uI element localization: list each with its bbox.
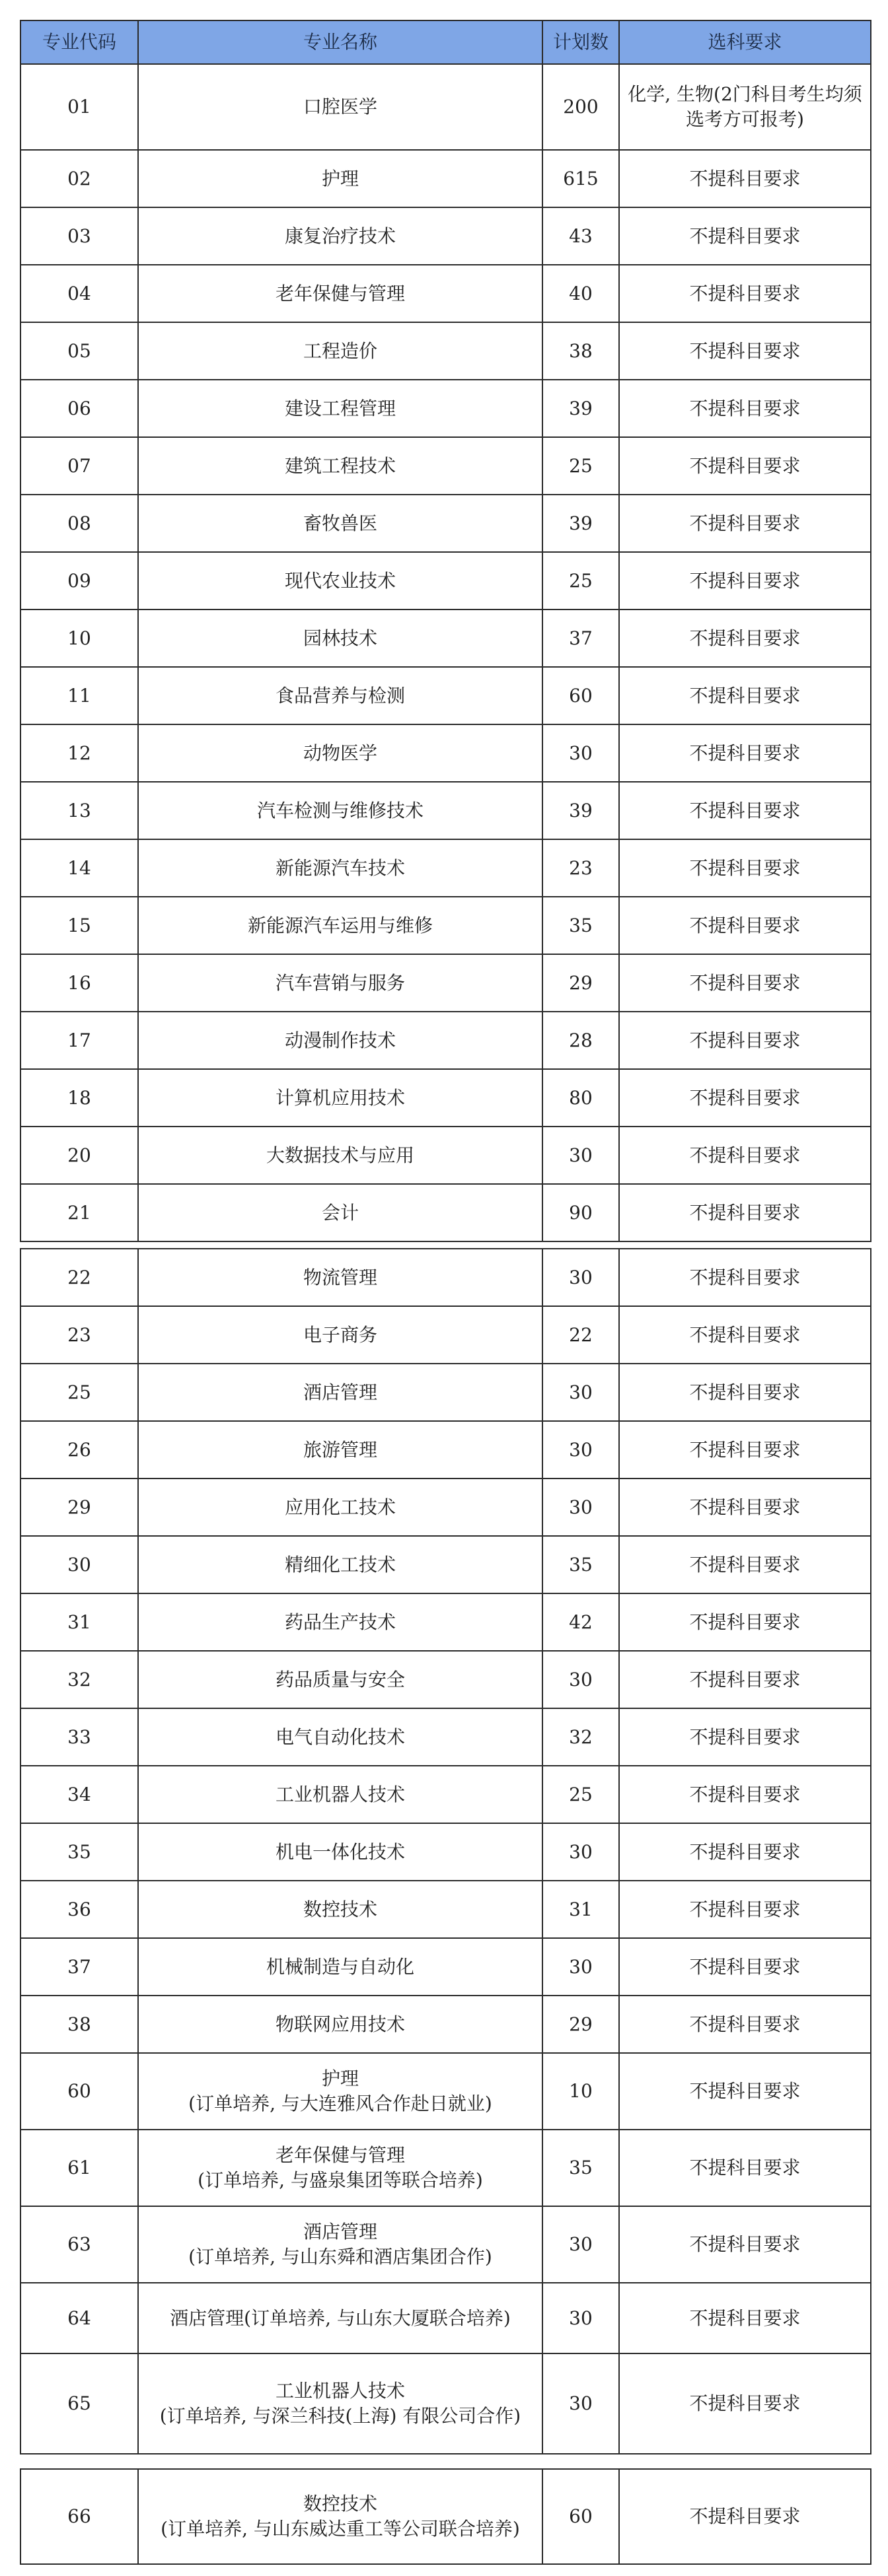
subject-requirement: 不提科目要求 — [619, 150, 871, 207]
major-code: 31 — [20, 1593, 138, 1651]
table-row — [20, 1708, 871, 1766]
table-row — [20, 1127, 871, 1184]
subject-requirement: 不提科目要求 — [619, 897, 871, 954]
subject-requirement: 不提科目要求 — [619, 380, 871, 437]
major-code: 18 — [20, 1069, 138, 1127]
plan-count: 35 — [542, 2130, 619, 2206]
major-name: 畜牧兽医 — [138, 495, 542, 552]
plan-count: 80 — [542, 1069, 619, 1127]
admission-table — [20, 1248, 871, 2454]
plan-count: 31 — [542, 1881, 619, 1938]
plan-count: 30 — [542, 1651, 619, 1708]
table-row — [20, 724, 871, 782]
plan-count: 30 — [542, 1938, 619, 1996]
subject-requirement: 不提科目要求 — [619, 322, 871, 380]
major-code: 32 — [20, 1651, 138, 1708]
major-name: 工业机器人技术 — [138, 1766, 542, 1823]
major-name: 食品营养与检测 — [138, 667, 542, 724]
major-name: 建设工程管理 — [138, 380, 542, 437]
major-name: 建筑工程技术 — [138, 437, 542, 495]
table-row — [20, 782, 871, 839]
plan-count: 39 — [542, 380, 619, 437]
subject-requirement: 不提科目要求 — [619, 1364, 871, 1421]
table-row — [20, 1938, 871, 1996]
table-row — [20, 150, 871, 207]
major-name: 口腔医学 — [138, 64, 542, 150]
major-name: 计算机应用技术 — [138, 1069, 542, 1127]
subject-requirement: 不提科目要求 — [619, 2353, 871, 2454]
plan-count: 200 — [542, 64, 619, 150]
subject-requirement: 不提科目要求 — [619, 2206, 871, 2283]
major-code: 38 — [20, 1996, 138, 2053]
major-code: 23 — [20, 1306, 138, 1364]
major-code: 29 — [20, 1479, 138, 1536]
subject-requirement: 不提科目要求 — [619, 1069, 871, 1127]
plan-count: 37 — [542, 609, 619, 667]
table-row — [20, 2283, 871, 2353]
plan-count: 30 — [542, 2206, 619, 2283]
subject-requirement: 不提科目要求 — [619, 495, 871, 552]
header-requirement: 选科要求 — [619, 20, 871, 64]
major-code: 20 — [20, 1127, 138, 1184]
plan-count: 29 — [542, 954, 619, 1012]
major-name: 酒店管理(订单培养, 与山东大厦联合培养) — [138, 2283, 542, 2353]
table-row — [20, 495, 871, 552]
plan-count: 25 — [542, 1766, 619, 1823]
major-code: 03 — [20, 207, 138, 265]
table-row — [20, 954, 871, 1012]
plan-count: 38 — [542, 322, 619, 380]
plan-count: 30 — [542, 1249, 619, 1306]
major-code: 17 — [20, 1012, 138, 1069]
table-header-row — [20, 20, 871, 64]
header-plan: 计划数 — [542, 20, 619, 64]
major-name: 动物医学 — [138, 724, 542, 782]
major-name: 物联网应用技术 — [138, 1996, 542, 2053]
plan-count: 22 — [542, 1306, 619, 1364]
major-code: 30 — [20, 1536, 138, 1593]
admission-table — [20, 2468, 871, 2565]
plan-count: 25 — [542, 552, 619, 609]
subject-requirement: 不提科目要求 — [619, 1479, 871, 1536]
major-code: 07 — [20, 437, 138, 495]
major-name: 应用化工技术 — [138, 1479, 542, 1536]
plan-count: 42 — [542, 1593, 619, 1651]
major-code: 63 — [20, 2206, 138, 2283]
major-name: 汽车检测与维修技术 — [138, 782, 542, 839]
subject-requirement: 不提科目要求 — [619, 1249, 871, 1306]
major-name: 老年保健与管理 (订单培养, 与盛泉集团等联合培养) — [138, 2130, 542, 2206]
major-code: 05 — [20, 322, 138, 380]
table-row — [20, 1364, 871, 1421]
major-name: 现代农业技术 — [138, 552, 542, 609]
table-row — [20, 1249, 871, 1306]
major-code: 12 — [20, 724, 138, 782]
subject-requirement: 不提科目要求 — [619, 2469, 871, 2564]
major-name: 老年保健与管理 — [138, 265, 542, 322]
major-name: 数控技术 (订单培养, 与山东威达重工等公司联合培养) — [138, 2469, 542, 2564]
major-name: 酒店管理 (订单培养, 与山东舜和酒店集团合作) — [138, 2206, 542, 2283]
major-code: 64 — [20, 2283, 138, 2353]
plan-count: 35 — [542, 897, 619, 954]
major-code: 66 — [20, 2469, 138, 2564]
table-row — [20, 1536, 871, 1593]
subject-requirement: 不提科目要求 — [619, 782, 871, 839]
subject-requirement: 不提科目要求 — [619, 1996, 871, 2053]
major-name: 电子商务 — [138, 1306, 542, 1364]
plan-count: 29 — [542, 1996, 619, 2053]
subject-requirement: 不提科目要求 — [619, 1651, 871, 1708]
major-name: 酒店管理 — [138, 1364, 542, 1421]
major-name: 新能源汽车技术 — [138, 839, 542, 897]
subject-requirement: 不提科目要求 — [619, 1306, 871, 1364]
table-row — [20, 2469, 871, 2564]
admission-table-section-2 — [20, 1248, 870, 2454]
table-row — [20, 1421, 871, 1479]
subject-requirement: 不提科目要求 — [619, 2130, 871, 2206]
plan-count: 615 — [542, 150, 619, 207]
major-name: 工程造价 — [138, 322, 542, 380]
plan-count: 30 — [542, 724, 619, 782]
plan-count: 30 — [542, 1823, 619, 1881]
major-code: 14 — [20, 839, 138, 897]
major-code: 35 — [20, 1823, 138, 1881]
major-name: 会计 — [138, 1184, 542, 1241]
major-code: 65 — [20, 2353, 138, 2454]
table-row — [20, 265, 871, 322]
subject-requirement: 不提科目要求 — [619, 954, 871, 1012]
plan-count: 39 — [542, 782, 619, 839]
major-code: 04 — [20, 265, 138, 322]
table-row — [20, 1012, 871, 1069]
major-code: 11 — [20, 667, 138, 724]
table-row — [20, 609, 871, 667]
subject-requirement: 不提科目要求 — [619, 437, 871, 495]
table-row — [20, 2053, 871, 2130]
plan-count: 30 — [542, 1479, 619, 1536]
plan-count: 30 — [542, 1127, 619, 1184]
table-row — [20, 1593, 871, 1651]
major-name: 药品质量与安全 — [138, 1651, 542, 1708]
subject-requirement: 不提科目要求 — [619, 2053, 871, 2130]
table-row — [20, 1651, 871, 1708]
plan-count: 43 — [542, 207, 619, 265]
plan-count: 40 — [542, 265, 619, 322]
plan-count: 30 — [542, 2283, 619, 2353]
table-row — [20, 1069, 871, 1127]
major-name: 园林技术 — [138, 609, 542, 667]
subject-requirement: 不提科目要求 — [619, 1127, 871, 1184]
table-row — [20, 2130, 871, 2206]
table-row — [20, 207, 871, 265]
table-row — [20, 552, 871, 609]
header-name: 专业名称 — [138, 20, 542, 64]
major-code: 15 — [20, 897, 138, 954]
major-name: 机电一体化技术 — [138, 1823, 542, 1881]
major-code: 34 — [20, 1766, 138, 1823]
admission-table-section-1 — [20, 20, 870, 1242]
major-code: 16 — [20, 954, 138, 1012]
major-code: 21 — [20, 1184, 138, 1241]
major-code: 25 — [20, 1364, 138, 1421]
table-row — [20, 839, 871, 897]
table-row — [20, 322, 871, 380]
table-row — [20, 1479, 871, 1536]
major-name: 护理 (订单培养, 与大连雅风合作赴日就业) — [138, 2053, 542, 2130]
major-code: 10 — [20, 609, 138, 667]
subject-requirement: 不提科目要求 — [619, 207, 871, 265]
table-row — [20, 1184, 871, 1241]
major-name: 大数据技术与应用 — [138, 1127, 542, 1184]
major-code: 60 — [20, 2053, 138, 2130]
major-name: 汽车营销与服务 — [138, 954, 542, 1012]
major-name: 精细化工技术 — [138, 1536, 542, 1593]
major-name: 数控技术 — [138, 1881, 542, 1938]
subject-requirement: 不提科目要求 — [619, 1708, 871, 1766]
major-name: 新能源汽车运用与维修 — [138, 897, 542, 954]
major-code: 33 — [20, 1708, 138, 1766]
table-row — [20, 1823, 871, 1881]
major-code: 26 — [20, 1421, 138, 1479]
table-row — [20, 667, 871, 724]
subject-requirement: 不提科目要求 — [619, 1012, 871, 1069]
table-row — [20, 64, 871, 150]
major-name: 电气自动化技术 — [138, 1708, 542, 1766]
subject-requirement: 不提科目要求 — [619, 1881, 871, 1938]
subject-requirement: 不提科目要求 — [619, 609, 871, 667]
subject-requirement: 不提科目要求 — [619, 1184, 871, 1241]
major-name: 机械制造与自动化 — [138, 1938, 542, 1996]
subject-requirement: 不提科目要求 — [619, 724, 871, 782]
major-name: 护理 — [138, 150, 542, 207]
table-row — [20, 1881, 871, 1938]
plan-count: 90 — [542, 1184, 619, 1241]
plan-count: 60 — [542, 2469, 619, 2564]
header-code: 专业代码 — [20, 20, 138, 64]
plan-count: 60 — [542, 667, 619, 724]
subject-requirement: 不提科目要求 — [619, 839, 871, 897]
major-code: 13 — [20, 782, 138, 839]
subject-requirement: 不提科目要求 — [619, 1593, 871, 1651]
plan-count: 23 — [542, 839, 619, 897]
major-code: 61 — [20, 2130, 138, 2206]
plan-count: 32 — [542, 1708, 619, 1766]
subject-requirement: 不提科目要求 — [619, 667, 871, 724]
admission-table — [20, 20, 871, 1242]
major-code: 08 — [20, 495, 138, 552]
plan-count: 25 — [542, 437, 619, 495]
plan-count: 28 — [542, 1012, 619, 1069]
plan-count: 10 — [542, 2053, 619, 2130]
table-row — [20, 1766, 871, 1823]
major-name: 工业机器人技术 (订单培养, 与深兰科技(上海) 有限公司合作) — [138, 2353, 542, 2454]
major-code: 36 — [20, 1881, 138, 1938]
subject-requirement: 不提科目要求 — [619, 1938, 871, 1996]
major-name: 康复治疗技术 — [138, 207, 542, 265]
admission-table-section-3 — [20, 2468, 870, 2565]
subject-requirement: 不提科目要求 — [619, 1766, 871, 1823]
plan-count: 30 — [542, 1421, 619, 1479]
major-code: 09 — [20, 552, 138, 609]
subject-requirement: 化学, 生物(2门科目考生均须选考方可报考) — [619, 64, 871, 150]
major-code: 37 — [20, 1938, 138, 1996]
table-row — [20, 2353, 871, 2454]
major-name: 药品生产技术 — [138, 1593, 542, 1651]
table-row — [20, 1996, 871, 2053]
table-row — [20, 1306, 871, 1364]
table-row — [20, 380, 871, 437]
table-row — [20, 437, 871, 495]
subject-requirement: 不提科目要求 — [619, 2283, 871, 2353]
table-row — [20, 897, 871, 954]
subject-requirement: 不提科目要求 — [619, 552, 871, 609]
subject-requirement: 不提科目要求 — [619, 265, 871, 322]
subject-requirement: 不提科目要求 — [619, 1823, 871, 1881]
major-name: 物流管理 — [138, 1249, 542, 1306]
table-row — [20, 2206, 871, 2283]
major-name: 动漫制作技术 — [138, 1012, 542, 1069]
major-name: 旅游管理 — [138, 1421, 542, 1479]
major-code: 22 — [20, 1249, 138, 1306]
plan-count: 39 — [542, 495, 619, 552]
subject-requirement: 不提科目要求 — [619, 1421, 871, 1479]
plan-count: 30 — [542, 1364, 619, 1421]
major-code: 06 — [20, 380, 138, 437]
major-code: 02 — [20, 150, 138, 207]
subject-requirement: 不提科目要求 — [619, 1536, 871, 1593]
plan-count: 35 — [542, 1536, 619, 1593]
major-code: 01 — [20, 64, 138, 150]
plan-count: 30 — [542, 2353, 619, 2454]
